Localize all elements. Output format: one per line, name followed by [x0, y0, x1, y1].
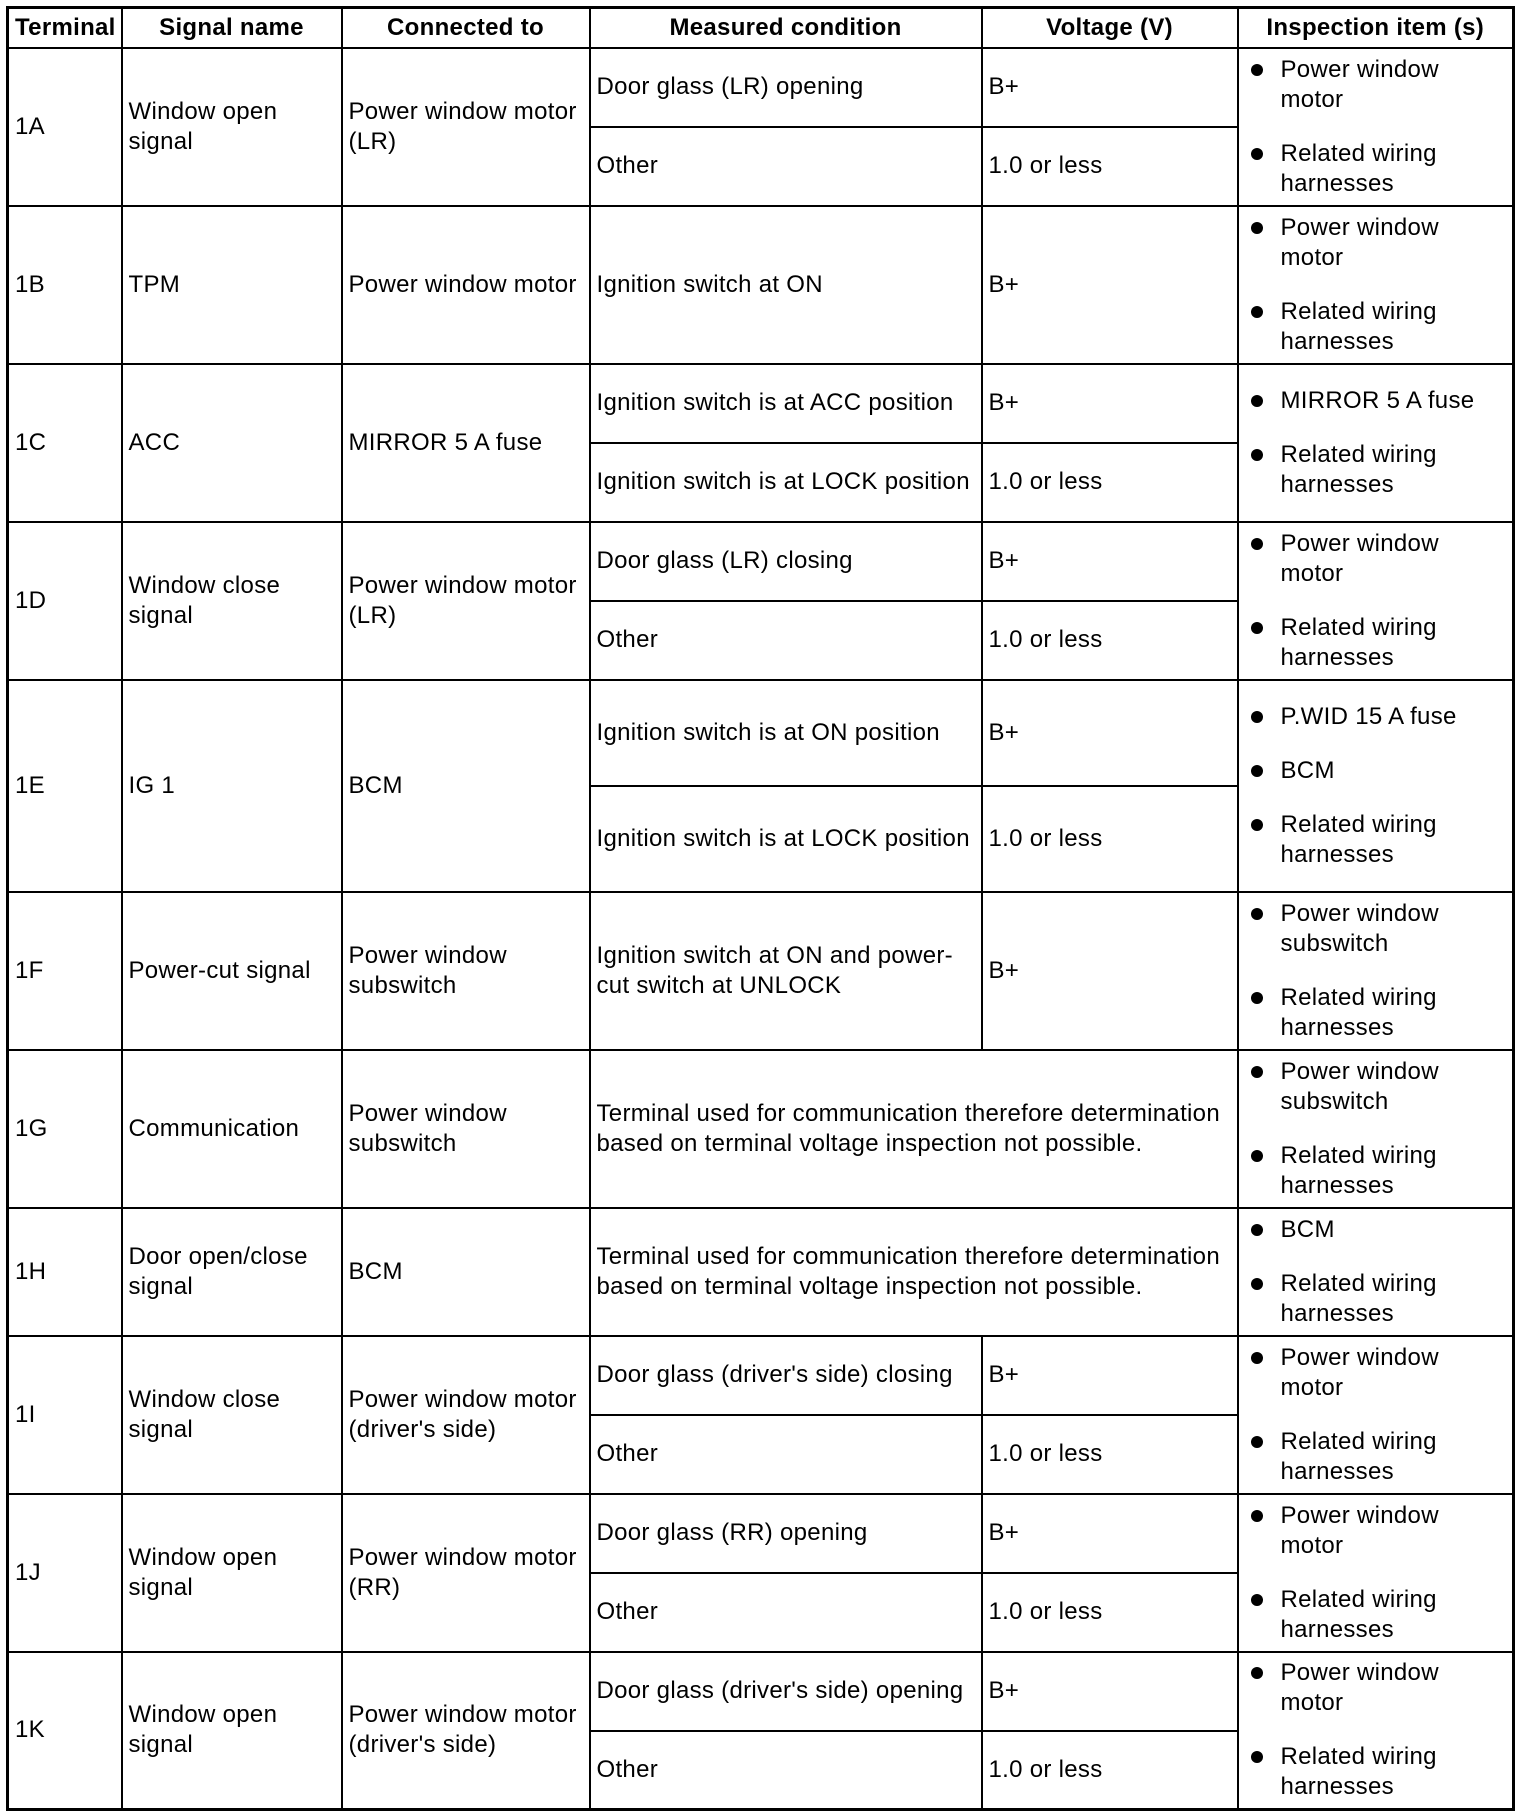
connected-to-cell: BCM: [342, 680, 590, 892]
list-item: [1245, 1215, 1507, 1245]
voltage-cell: B+: [982, 364, 1238, 443]
list-item: [1245, 139, 1507, 199]
voltage-cell: B+: [982, 1494, 1238, 1573]
signal-name-cell: Window open signal: [122, 1652, 342, 1810]
table-row: [8, 48, 1514, 127]
list-item: [1245, 702, 1507, 732]
inspection-item-text: Related wiring harnesses: [1280, 613, 1437, 671]
connected-to-cell: Power window motor (LR): [342, 48, 590, 206]
measured-condition-cell: Door glass (driver's side) closing: [590, 1336, 982, 1415]
voltage-cell: B+: [982, 206, 1238, 364]
inspection-item-text: BCM: [1280, 756, 1335, 784]
measured-condition-cell: Ignition switch at ON: [590, 206, 982, 364]
bullet-icon: [1251, 1436, 1263, 1448]
inspection-items-cell: [1238, 1050, 1514, 1208]
voltage-cell: 1.0 or less: [982, 1573, 1238, 1652]
inspection-item-text: Related wiring harnesses: [1280, 440, 1437, 498]
list-item: [1245, 1585, 1507, 1645]
table-row: [8, 1336, 1514, 1415]
inspection-items-cell: [1238, 364, 1514, 522]
header-row: [8, 8, 1514, 48]
connected-to-cell: MIRROR 5 A fuse: [342, 364, 590, 522]
bullet-icon: [1251, 992, 1263, 1004]
inspection-item-text: Related wiring harnesses: [1280, 810, 1437, 868]
connected-to-cell: BCM: [342, 1208, 590, 1336]
measured-condition-cell: Other: [590, 127, 982, 206]
table-row: [8, 1494, 1514, 1573]
voltage-cell: 1.0 or less: [982, 1415, 1238, 1494]
inspection-items-cell: [1238, 892, 1514, 1050]
terminal-cell: 1J: [8, 1494, 122, 1652]
header-voltage: Voltage (V): [982, 8, 1238, 48]
merged-condition-cell: Terminal used for communication therefore determination based on terminal voltage inspection not possible.: [590, 1208, 1238, 1336]
connected-to-cell: Power window motor (LR): [342, 522, 590, 680]
bullet-icon: [1251, 622, 1263, 634]
bullet-icon: [1251, 306, 1263, 318]
terminal-cell: 1F: [8, 892, 122, 1050]
inspection-item-text: BCM: [1280, 1215, 1335, 1243]
connected-to-cell: Power window subswitch: [342, 892, 590, 1050]
measured-condition-cell: Ignition switch is at ACC position: [590, 364, 982, 443]
voltage-cell: 1.0 or less: [982, 601, 1238, 680]
list-item: [1245, 297, 1507, 357]
list-item: [1245, 213, 1507, 273]
voltage-cell: B+: [982, 48, 1238, 127]
signal-name-cell: Power-cut signal: [122, 892, 342, 1050]
measured-condition-cell: Other: [590, 1731, 982, 1810]
connected-to-cell: Power window subswitch: [342, 1050, 590, 1208]
measured-condition-cell: Other: [590, 1573, 982, 1652]
signal-name-cell: Communication: [122, 1050, 342, 1208]
signal-name-cell: ACC: [122, 364, 342, 522]
inspection-items-cell: [1238, 680, 1514, 892]
inspection-item-text: Power window subswitch: [1280, 1057, 1439, 1115]
measured-condition-cell: Door glass (driver's side) opening: [590, 1652, 982, 1731]
list-item: [1245, 1343, 1507, 1403]
list-item: [1245, 613, 1507, 673]
bullet-icon: [1251, 449, 1263, 461]
terminal-cell: 1G: [8, 1050, 122, 1208]
bullet-icon: [1251, 1352, 1263, 1364]
header-signal-name: Signal name: [122, 8, 342, 48]
voltage-cell: B+: [982, 1652, 1238, 1731]
inspection-list: [1245, 529, 1507, 673]
inspection-items-cell: [1238, 48, 1514, 206]
bullet-icon: [1251, 538, 1263, 550]
bullet-icon: [1251, 222, 1263, 234]
inspection-list: [1245, 55, 1507, 199]
measured-condition-cell: Ignition switch at ON and power-cut switch at UNLOCK: [590, 892, 982, 1050]
list-item: [1245, 1141, 1507, 1201]
inspection-item-text: Power window motor: [1280, 55, 1439, 113]
signal-name-cell: Window close signal: [122, 1336, 342, 1494]
voltage-cell: B+: [982, 522, 1238, 601]
connected-to-cell: Power window motor (driver's side): [342, 1336, 590, 1494]
inspection-list: [1245, 899, 1507, 1043]
inspection-item-text: Related wiring harnesses: [1280, 1141, 1437, 1199]
bullet-icon: [1251, 148, 1263, 160]
inspection-item-text: Power window motor: [1280, 529, 1439, 587]
inspection-items-cell: [1238, 206, 1514, 364]
inspection-list: [1245, 1658, 1507, 1802]
inspection-item-text: Related wiring harnesses: [1280, 139, 1437, 197]
bullet-icon: [1251, 395, 1263, 407]
inspection-item-text: Power window motor: [1280, 213, 1439, 271]
header-measured-condition: Measured condition: [590, 8, 982, 48]
measured-condition-cell: Other: [590, 1415, 982, 1494]
table-row: [8, 522, 1514, 601]
terminal-voltage-table: [6, 6, 1515, 1811]
terminal-cell: 1K: [8, 1652, 122, 1810]
inspection-items-cell: [1238, 1494, 1514, 1652]
bullet-icon: [1251, 1066, 1263, 1078]
list-item: [1245, 1427, 1507, 1487]
list-item: [1245, 756, 1507, 786]
measured-condition-cell: Other: [590, 601, 982, 680]
bullet-icon: [1251, 1594, 1263, 1606]
list-item: [1245, 1501, 1507, 1561]
inspection-item-text: Power window motor: [1280, 1501, 1439, 1559]
list-item: [1245, 1742, 1507, 1802]
bullet-icon: [1251, 908, 1263, 920]
terminal-cell: 1E: [8, 680, 122, 892]
terminal-cell: 1A: [8, 48, 122, 206]
measured-condition-cell: Ignition switch is at LOCK position: [590, 786, 982, 892]
inspection-item-text: Power window motor: [1280, 1343, 1439, 1401]
bullet-icon: [1251, 765, 1263, 777]
inspection-items-cell: [1238, 522, 1514, 680]
connected-to-cell: Power window motor (RR): [342, 1494, 590, 1652]
list-item: [1245, 1269, 1507, 1329]
measured-condition-cell: Door glass (LR) opening: [590, 48, 982, 127]
signal-name-cell: Door open/close signal: [122, 1208, 342, 1336]
terminal-cell: 1B: [8, 206, 122, 364]
voltage-cell: B+: [982, 1336, 1238, 1415]
inspection-list: [1245, 1057, 1507, 1201]
inspection-list: [1245, 702, 1507, 870]
table-row: [8, 680, 1514, 786]
measured-condition-cell: Door glass (RR) opening: [590, 1494, 982, 1573]
inspection-item-text: Related wiring harnesses: [1280, 1427, 1437, 1485]
connected-to-cell: Power window motor: [342, 206, 590, 364]
bullet-icon: [1251, 1278, 1263, 1290]
header-connected-to: Connected to: [342, 8, 590, 48]
table-row: [8, 1050, 1514, 1208]
bullet-icon: [1251, 711, 1263, 723]
measured-condition-cell: Ignition switch is at ON position: [590, 680, 982, 786]
bullet-icon: [1251, 819, 1263, 831]
table-row: [8, 1208, 1514, 1336]
inspection-list: [1245, 213, 1507, 357]
inspection-list: [1245, 1215, 1507, 1329]
list-item: [1245, 1658, 1507, 1718]
terminal-cell: 1I: [8, 1336, 122, 1494]
inspection-item-text: MIRROR 5 A fuse: [1280, 386, 1475, 414]
inspection-item-text: Related wiring harnesses: [1280, 983, 1437, 1041]
signal-name-cell: Window open signal: [122, 48, 342, 206]
table-row: [8, 1652, 1514, 1731]
header-inspection-items: Inspection item (s): [1238, 8, 1514, 48]
table-row: [8, 892, 1514, 1050]
table-body: [8, 48, 1514, 1810]
table-row: [8, 364, 1514, 443]
bullet-icon: [1251, 1150, 1263, 1162]
voltage-cell: B+: [982, 892, 1238, 1050]
header-terminal: Terminal: [8, 8, 122, 48]
bullet-icon: [1251, 1667, 1263, 1679]
list-item: [1245, 529, 1507, 589]
bullet-icon: [1251, 64, 1263, 76]
terminal-cell: 1C: [8, 364, 122, 522]
terminal-cell: 1D: [8, 522, 122, 680]
measured-condition-cell: Door glass (LR) closing: [590, 522, 982, 601]
table-row: [8, 206, 1514, 364]
inspection-list: [1245, 386, 1507, 500]
list-item: [1245, 386, 1507, 416]
voltage-cell: 1.0 or less: [982, 786, 1238, 892]
list-item: [1245, 983, 1507, 1043]
inspection-item-text: P.WID 15 A fuse: [1280, 702, 1457, 730]
signal-name-cell: TPM: [122, 206, 342, 364]
inspection-item-text: Related wiring harnesses: [1280, 1743, 1437, 1801]
connected-to-cell: Power window motor (driver's side): [342, 1652, 590, 1810]
signal-name-cell: IG 1: [122, 680, 342, 892]
inspection-items-cell: [1238, 1208, 1514, 1336]
signal-name-cell: Window close signal: [122, 522, 342, 680]
voltage-cell: 1.0 or less: [982, 127, 1238, 206]
bullet-icon: [1251, 1224, 1263, 1236]
inspection-item-text: Power window motor: [1280, 1659, 1439, 1717]
list-item: [1245, 55, 1507, 115]
inspection-item-text: Power window subswitch: [1280, 899, 1439, 957]
inspection-items-cell: [1238, 1336, 1514, 1494]
signal-name-cell: Window open signal: [122, 1494, 342, 1652]
inspection-list: [1245, 1343, 1507, 1487]
list-item: [1245, 810, 1507, 870]
merged-condition-cell: Terminal used for communication therefore determination based on terminal voltage inspection not possible.: [590, 1050, 1238, 1208]
inspection-item-text: Related wiring harnesses: [1280, 1269, 1437, 1327]
inspection-item-text: Related wiring harnesses: [1280, 1585, 1437, 1643]
bullet-icon: [1251, 1751, 1263, 1763]
voltage-cell: 1.0 or less: [982, 443, 1238, 522]
inspection-items-cell: [1238, 1652, 1514, 1810]
voltage-cell: B+: [982, 680, 1238, 786]
voltage-cell: 1.0 or less: [982, 1731, 1238, 1810]
list-item: [1245, 899, 1507, 959]
list-item: [1245, 1057, 1507, 1117]
inspection-list: [1245, 1501, 1507, 1645]
bullet-icon: [1251, 1510, 1263, 1522]
inspection-item-text: Related wiring harnesses: [1280, 297, 1437, 355]
measured-condition-cell: Ignition switch is at LOCK position: [590, 443, 982, 522]
list-item: [1245, 440, 1507, 500]
terminal-cell: 1H: [8, 1208, 122, 1336]
